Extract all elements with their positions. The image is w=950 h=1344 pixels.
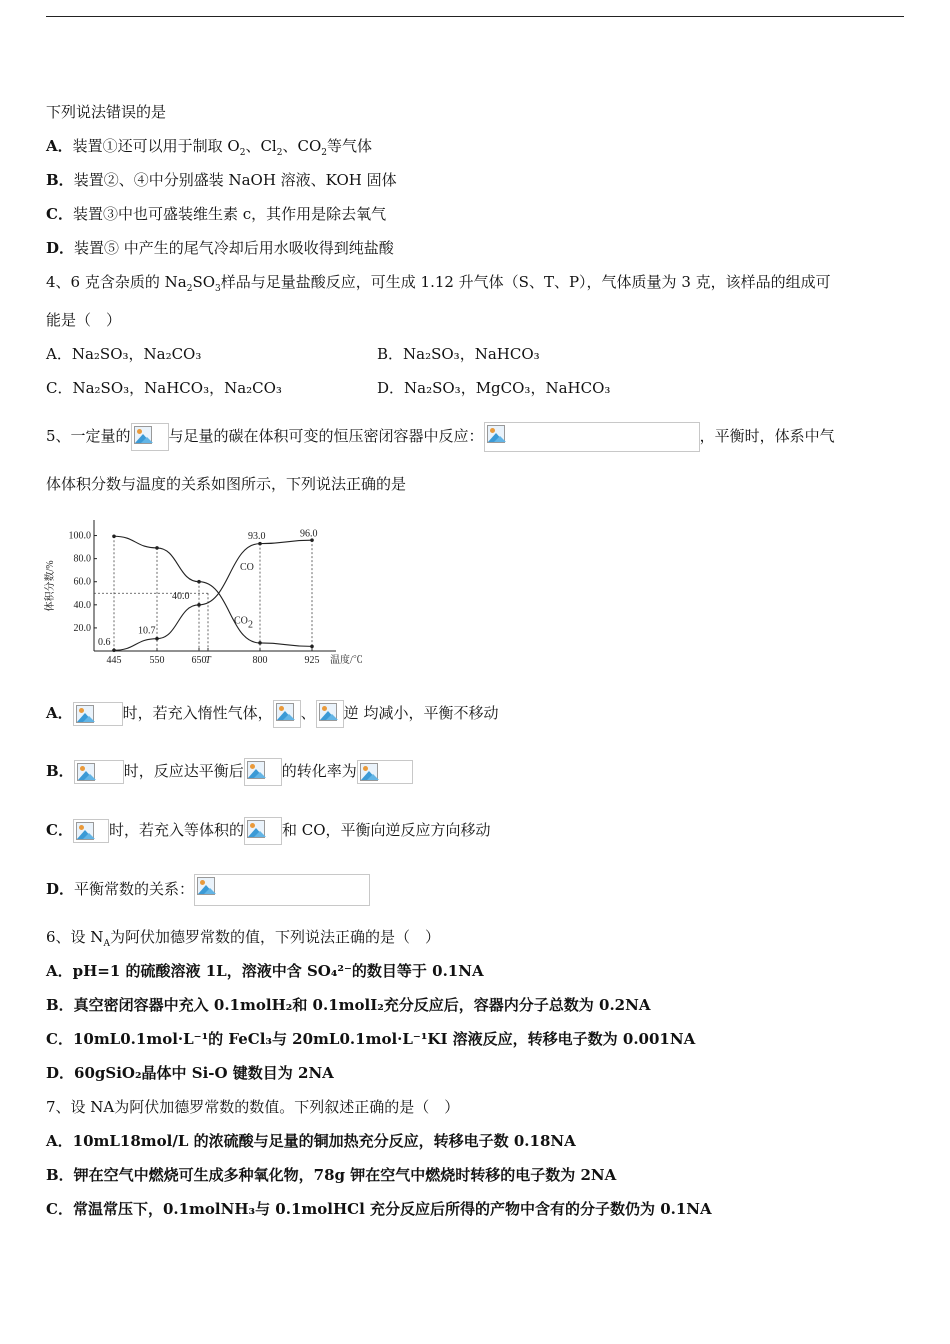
broken-image-icon [76,822,94,840]
x-tick-label: 650 [191,655,207,666]
volume-fraction-temperature-chart [44,516,363,668]
broken-image-icon [77,763,95,781]
broken-image-icon [134,426,152,444]
q5-option-c: C． 时，若充入等体积的 和 CO，平衡向逆反应方向移动 [46,817,491,845]
broken-image-icon [360,763,378,781]
q7-option-b: B．钾在空气中燃烧可生成多种氧化物，78g 钾在空气中燃烧时转移的电子数为 2NA [46,1166,617,1184]
y-tick-label: 40.0 [73,599,91,611]
formula-image-placeholder [131,423,169,451]
broken-image-icon [197,877,215,895]
broken-image-icon [319,703,337,721]
data-label: 0.6 [98,637,111,649]
data-label: 40.0 [172,591,190,603]
data-point [155,637,159,641]
x-tick-label: T [205,655,211,666]
x-tick-label: 925 [304,655,320,666]
q6-stem: 6、设 $N_A$为阿伏加德罗常数的值，下列说法正确的是（ ） [46,928,440,949]
q5-stem-line2: 体体积分数与温度的关系如图所示，下列说法正确的是 [46,475,407,493]
y-tick-label: 20.0 [73,622,91,634]
formula-image-placeholder [316,700,344,728]
data-point [258,641,262,645]
data-point [197,580,201,584]
broken-image-icon [76,705,94,723]
y-tick-label: 60.0 [73,576,91,588]
data-point [197,603,201,607]
broken-image-icon [247,820,265,838]
formula-image-placeholder [194,874,370,906]
broken-image-icon [276,703,294,721]
q3-option-c: C．装置③中也可盛装维生素 c，其作用是除去氧气 [46,205,387,223]
q7-option-c: C．常温常压下，0.1molNH₃与 0.1molHCl 充分反应后所得的产物中含有的分子数仍为 0.1NA [46,1200,712,1218]
formula-image-placeholder [357,760,413,784]
x-tick-label: 445 [106,655,122,666]
formula-image-placeholder [273,700,301,728]
q3-stem: 下列说法错误的是 [46,103,167,121]
q3-option-a: A．装置①还可以用于制取 $O_2$、$Cl_2$、$CO_2$等气体 [46,137,372,158]
q3-option-d: D．装置⑤ 中产生的尾气冷却后用水吸收得到纯盐酸 [46,239,394,257]
y-axis-label: 体积分数/% [45,560,56,612]
formula-image-placeholder [74,760,124,784]
q7-stem: 7、设 NA为阿伏加德罗常数的数值。下列叙述正确的是（ ） [46,1098,460,1116]
q6-option-b: B．真空密闭容器中充入 0.1molH₂和 0.1molI₂充分反应后，容器内分子总数为 0.2NA [46,996,651,1014]
q6-option-d: D．60gSiO₂晶体中 Si-O 键数目为 2NA [46,1064,334,1082]
formula-image-placeholder [73,819,109,843]
data-point [310,645,314,649]
series-label-co2: CO [234,615,248,627]
q3-option-b: B．装置②、④中分别盛装 NaOH 溶液、KOH 固体 [46,171,397,189]
series-label-co2-subscript: 2 [248,619,253,631]
q5-option-b: B． 时，反应达平衡后 的转化率为 [46,758,413,786]
q4-option-c: C．Na₂SO₃，NaHCO₃，Na₂CO₃ [46,379,282,397]
header-rule [46,16,904,17]
q6-option-c: C．10mL0.1mol·L⁻¹的 FeCl₃与 20mL0.1mol·L⁻¹KI 溶液反应，转移电子数为 0.001NA [46,1030,696,1048]
data-label: 96.0 [300,528,318,540]
q4-stem-line2: 能是（ ） [46,311,122,329]
equation-image-placeholder [484,422,700,452]
q7-option-a: A．10mL18mol/L 的浓硫酸与足量的铜加热充分反应，转移电子数 0.18NA [46,1132,576,1150]
data-point [112,534,116,538]
series-label-co: CO [240,562,254,574]
y-tick-label: 100.0 [68,530,91,542]
q4-option-b: B．Na₂SO₃，NaHCO₃ [377,345,540,363]
formula-image-placeholder [73,702,123,726]
q4-option-d: D．Na₂SO₃，MgCO₃，NaHCO₃ [377,379,611,397]
formula-image-placeholder [244,758,282,786]
data-point [155,546,159,550]
x-tick-label: 800 [252,655,268,666]
q5-option-d: D．平衡常数的关系： [46,873,370,906]
broken-image-icon [487,425,505,443]
y-tick-label: 80.0 [73,553,91,565]
q4-option-a: A．Na₂SO₃，Na₂CO₃ [46,345,202,363]
q4-stem-line1: 4、6 克含杂质的 $Na_2SO_3$样品与足量盐酸反应，可生成 1.12 升气体（S、T、P），气体质量为 3 克，该样品的组成可 [46,273,831,294]
q5-option-a: A． 时，若充入惰性气体， 、 逆 均减小，平衡不移动 [46,700,498,728]
q5-stem-line1: 5、一定量的 与足量的碳在体积可变的恒压密闭容器中反应： ，平衡时，体系中气 [46,421,835,452]
q6-option-a: A．pH=1 的硫酸溶液 1L，溶液中含 SO₄²⁻的数目等于 0.1NA [46,962,484,980]
data-label: 93.0 [248,531,266,543]
data-point [112,649,116,653]
data-label: 10.7 [138,625,156,637]
broken-image-icon [247,761,265,779]
x-tick-label: 550 [149,655,165,666]
x-axis-label: 温度/℃ [330,655,363,666]
data-point [258,542,262,546]
formula-image-placeholder [244,817,282,845]
